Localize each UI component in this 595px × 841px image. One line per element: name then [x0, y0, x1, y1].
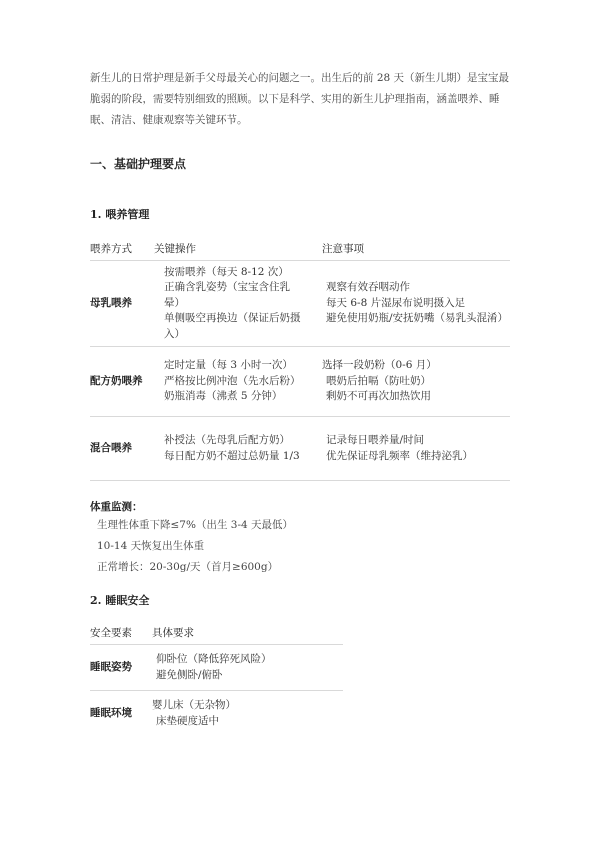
requirements-cell	[152, 645, 343, 691]
list-item: 婴儿床（无杂物）	[152, 699, 236, 712]
list-item: 仰卧位（降低猝死风险）	[156, 653, 272, 665]
list-item: 床垫硬度适中	[156, 714, 219, 727]
list-item: 喂奶后拍嗝（防吐奶）	[326, 374, 431, 387]
list-item: 正常增长：20-30g/天（首月≥600g）	[97, 561, 279, 573]
column-header: 关键操作	[154, 242, 196, 255]
feeding-heading: 1. 喂养管理	[90, 208, 150, 221]
list-item: 避免使用奶瓶/安抚奶嘴（易乳头混淆）	[326, 312, 509, 325]
sleep-factor: 睡眠环境	[90, 691, 152, 737]
feeding-type: 母乳喂养	[90, 261, 154, 347]
list-item: 单侧吸空再换边（保证后奶摄入）	[164, 312, 301, 340]
notes-cell	[322, 347, 510, 417]
sleep-heading: 2. 睡眠安全	[90, 594, 150, 607]
list-item: 每天 6-8 片湿尿布说明摄入足	[326, 296, 466, 309]
sleep-factor: 睡眠姿势	[90, 645, 152, 691]
column-header: 安全要素	[90, 626, 132, 639]
table-header-row	[90, 236, 510, 261]
list-item: 补授法（先母乳后配方奶）	[164, 434, 290, 446]
list-item: 观察有效吞咽动作	[326, 281, 410, 294]
list-item: 生理性体重下降≤7%（出生 3-4 天最低）	[97, 519, 294, 531]
table-row	[90, 645, 343, 691]
weight-heading: 体重监测：	[90, 501, 143, 513]
sleep-table	[90, 620, 343, 737]
feeding-type: 配方奶喂养	[90, 347, 154, 417]
document-page	[90, 68, 510, 737]
list-item: 10-14 天恢复出生体重	[97, 540, 205, 552]
notes-cell	[322, 261, 510, 347]
requirements-cell	[152, 691, 343, 737]
intro-paragraph: 新生儿的日常护理是新手父母最关心的问题之一。出生后的前 28 天（新生儿期）是宝宝最脆弱的阶段，需要特别细致的照顾。以下是科学、实用的新生儿护理指南，涵盖喂养、睡眠、清洁、健康观察等关键环节。	[90, 72, 510, 126]
ops-cell	[154, 347, 322, 417]
list-item: 按需喂养（每天 8-12 次）	[164, 265, 289, 278]
table-header-row	[90, 620, 343, 645]
list-item: 避免侧卧/俯卧	[156, 668, 223, 681]
list-item: 奶瓶消毒（沸煮 5 分钟）	[164, 390, 283, 403]
column-header: 喂养方式	[90, 242, 132, 255]
feeding-type: 混合喂养	[90, 417, 154, 481]
ops-cell	[154, 261, 322, 347]
list-item: 选择一段奶粉（0-6 月）	[322, 359, 437, 372]
list-item: 每日配方奶不超过总奶量 1/3	[164, 449, 300, 462]
list-item: 剩奶不可再次加热饮用	[326, 390, 431, 403]
table-row	[90, 417, 510, 481]
column-header: 具体要求	[152, 626, 194, 639]
list-item: 记录每日喂养量/时间	[326, 434, 425, 446]
table-row	[90, 691, 343, 737]
table-row	[90, 261, 510, 347]
weight-list	[90, 515, 510, 578]
ops-cell	[154, 417, 322, 481]
column-header: 注意事项	[322, 242, 364, 255]
feeding-table	[90, 236, 510, 481]
list-item: 严格按比例冲泡（先水后粉）	[164, 374, 301, 387]
list-item: 正确含乳姿势（宝宝含住乳晕）	[164, 281, 290, 309]
notes-cell	[322, 417, 510, 481]
section-heading: 一、基础护理要点	[90, 157, 187, 171]
list-item: 优先保证母乳频率（维持泌乳）	[326, 449, 473, 462]
table-row	[90, 347, 510, 417]
list-item: 定时定量（每 3 小时一次）	[164, 359, 293, 372]
